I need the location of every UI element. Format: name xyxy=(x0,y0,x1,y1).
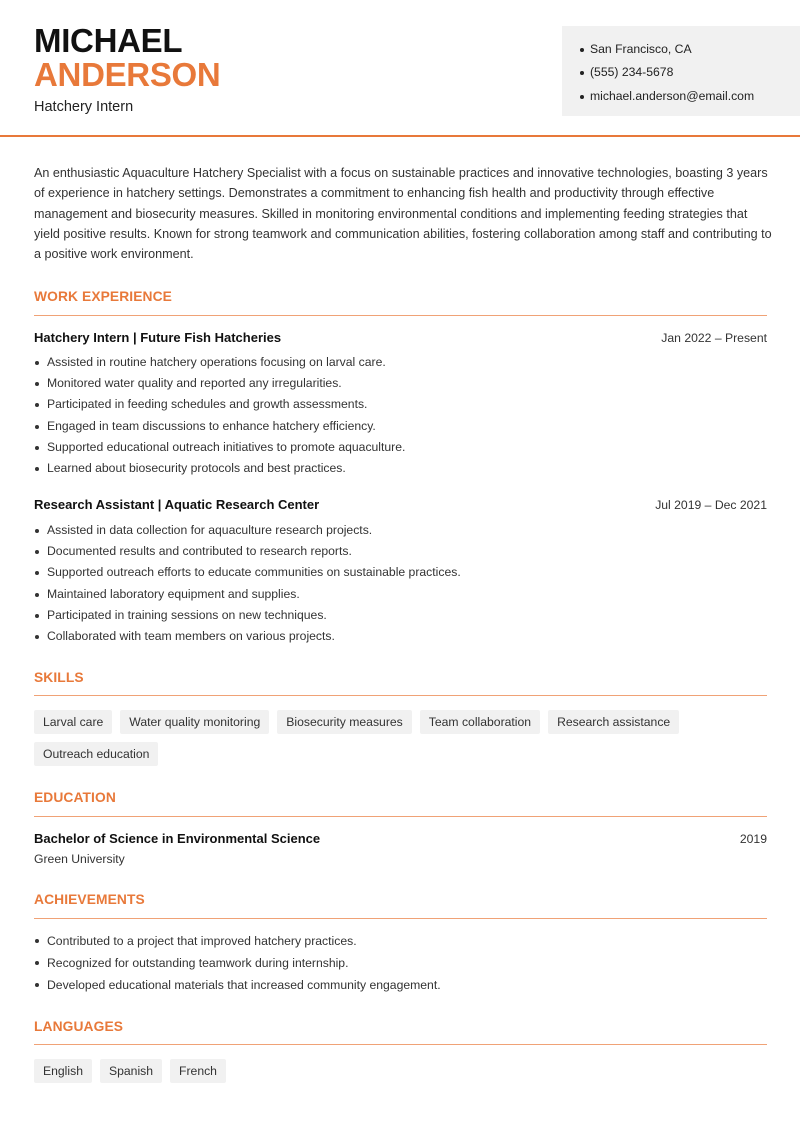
job-title: Research Assistant | Aquatic Research Center xyxy=(34,497,320,512)
section-divider xyxy=(34,315,767,316)
section-title-languages: LANGUAGES xyxy=(34,1019,124,1034)
section-divider xyxy=(34,1044,767,1045)
skill-tag: Larval care xyxy=(34,710,112,734)
list-item: Assisted in routine hatchery operations focusing on larval care. xyxy=(34,352,754,373)
job-date: Jul 2019 – Dec 2021 xyxy=(655,498,767,512)
section-divider xyxy=(34,695,767,696)
degree-title: Bachelor of Science in Environmental Science xyxy=(34,831,321,846)
skills-tags xyxy=(34,710,774,766)
list-item: Participated in feeding schedules and growth assessments. xyxy=(34,394,754,415)
job-date: Jan 2022 – Present xyxy=(661,331,767,345)
contact-phone: (555) 234-5678 xyxy=(580,61,800,84)
section-title-achievements: ACHIEVEMENTS xyxy=(34,892,145,907)
list-item: Collaborated with team members on various projects. xyxy=(34,626,754,647)
skill-tag: Research assistance xyxy=(548,710,679,734)
list-item: Maintained laboratory equipment and supplies. xyxy=(34,584,754,605)
list-item: Participated in training sessions on new techniques. xyxy=(34,605,754,626)
list-item: Documented results and contributed to research reports. xyxy=(34,541,754,562)
candidate-name xyxy=(34,24,220,91)
list-item: Contributed to a project that improved hatchery practices. xyxy=(34,930,754,952)
job-title: Hatchery Intern | Future Fish Hatcheries xyxy=(34,330,282,345)
list-item: Developed educational materials that increased community engagement. xyxy=(34,974,754,996)
list-item: Supported educational outreach initiatives to promote aquaculture. xyxy=(34,437,754,458)
last-name: ANDERSON xyxy=(34,56,221,93)
contact-box xyxy=(562,26,800,116)
language-tag: French xyxy=(170,1059,226,1083)
section-title-education: EDUCATION xyxy=(34,790,116,805)
list-item: Monitored water quality and reported any irregularities. xyxy=(34,373,754,394)
professional-summary: An enthusiastic Aquaculture Hatchery Specialist with a focus on sustainable practices and innovative technologies, boasting 3 years of experience in hatchery settings. Demonstrates a commitment to enhancing fish health and productivity through effective management and biosecurity measures. Skilled in monitoring environmental conditions and implementing feeding strategies that yield positive results. Known for strong teamwork and communication abilities, fostering collaboration among staff and contributing to a positive work environment. xyxy=(34,166,772,262)
contact-email: michael.anderson@email.com xyxy=(580,85,800,108)
list-item: Learned about biosecurity protocols and best practices. xyxy=(34,458,754,479)
job-role: Hatchery Intern xyxy=(34,99,134,115)
language-tags xyxy=(34,1059,774,1083)
list-item: Assisted in data collection for aquaculture research projects. xyxy=(34,520,754,541)
skill-tag: Outreach education xyxy=(34,742,158,766)
skill-tag: Biosecurity measures xyxy=(277,710,412,734)
section-title-skills: SKILLS xyxy=(34,670,84,685)
section-divider xyxy=(34,918,767,919)
section-title-work-experience: WORK EXPERIENCE xyxy=(34,289,172,304)
contact-location: San Francisco, CA xyxy=(580,38,800,61)
skill-tag: Water quality monitoring xyxy=(120,710,269,734)
job-bullet-list xyxy=(34,352,754,479)
school-name: Green University xyxy=(34,852,125,866)
job-bullet-list xyxy=(34,520,754,647)
language-tag: English xyxy=(34,1059,92,1083)
section-divider xyxy=(34,816,767,817)
achievements-list xyxy=(34,930,754,996)
resume-header xyxy=(0,0,800,137)
language-tag: Spanish xyxy=(100,1059,162,1083)
list-item: Supported outreach efforts to educate communities on sustainable practices. xyxy=(34,562,754,583)
first-name: MICHAEL xyxy=(34,22,183,59)
skill-tag: Team collaboration xyxy=(420,710,540,734)
list-item: Recognized for outstanding teamwork during internship. xyxy=(34,952,754,974)
graduation-year: 2019 xyxy=(739,832,767,846)
list-item: Engaged in team discussions to enhance hatchery efficiency. xyxy=(34,416,754,437)
